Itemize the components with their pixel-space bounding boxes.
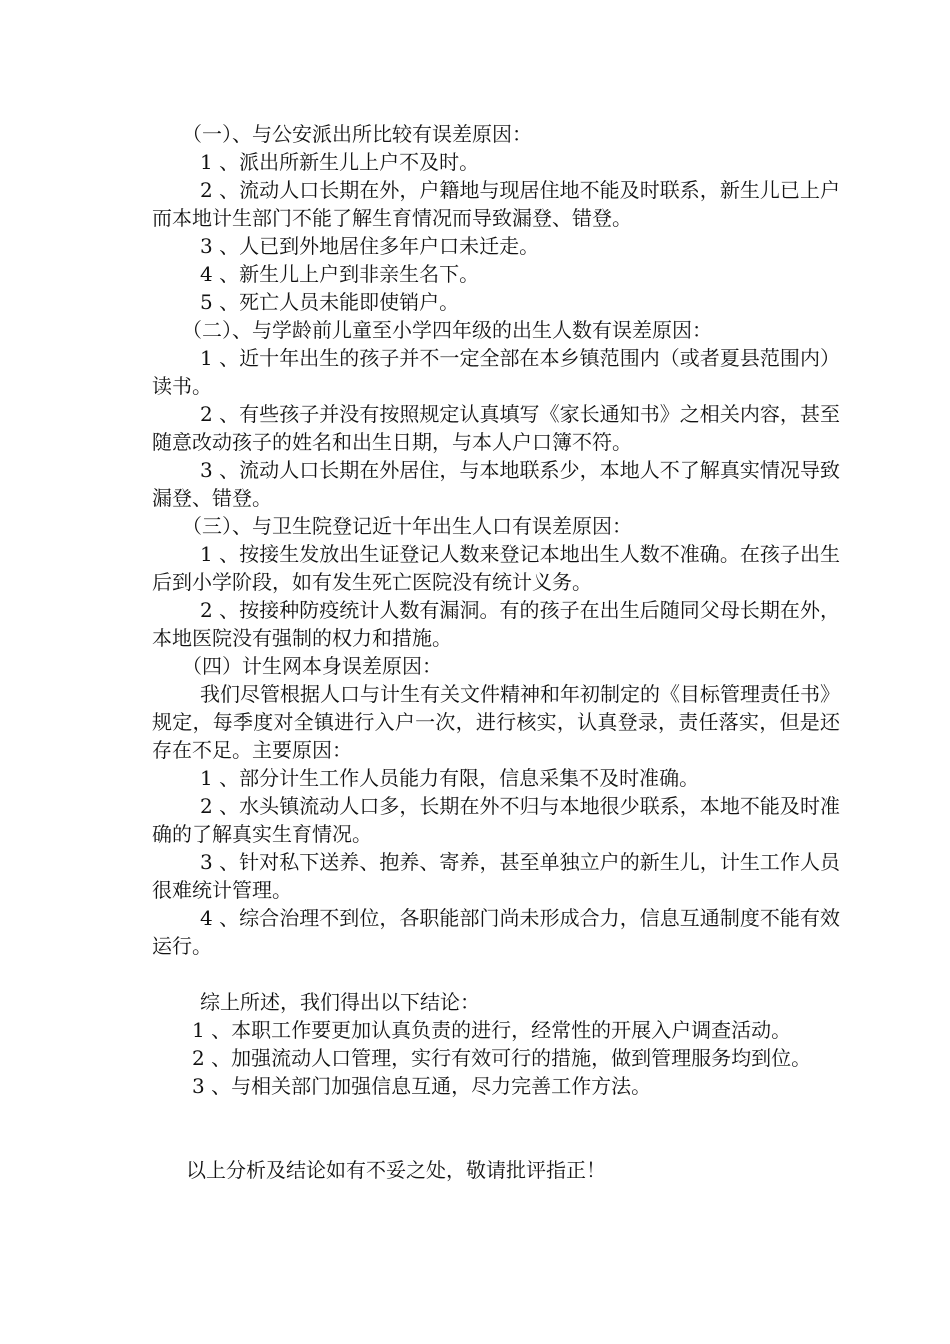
list-item: 3 、人已到外地居住多年户口未迁走。 [200, 234, 540, 258]
list-item: 1 、部分计生工作人员能力有限，信息采集不及时准确。 [200, 766, 700, 790]
section-heading-3: （三）、与卫生院登记近十年出生人口有误差原因： [182, 514, 632, 538]
closing-remark: 以上分析及结论如有不妥之处，敬请批评指正！ [186, 1158, 606, 1182]
list-item: 2 、有些孩子并没有按照规定认真填写《家长通知书》之相关内容，甚至随意改动孩子的姓名和出生日期，与本人户口簿不符。 [152, 402, 840, 454]
list-item: 4 、综合治理不到位，各职能部门尚未形成合力，信息互通制度不能有效运行。 [152, 906, 840, 958]
list-item: 1 、按接生发放出生证登记人数来登记本地出生人数不准确。在孩子出生后到小学阶段，如有发生死亡医院没有统计义务。 [152, 542, 840, 594]
conclusion-item: 3 、与相关部门加强信息互通，尽力完善工作方法。 [192, 1074, 652, 1098]
conclusion-item: 2 、加强流动人口管理，实行有效可行的措施，做到管理服务均到位。 [192, 1046, 812, 1070]
spacer [152, 960, 840, 988]
list-item: 1 、派出所新生儿上户不及时。 [200, 150, 480, 174]
section-heading-4: （四）计生网本身误差原因： [182, 654, 442, 678]
list-item: 3 、流动人口长期在外居住，与本地联系少，本地人不了解真实情况导致漏登、错登。 [152, 458, 840, 510]
section-heading-2: （二）、与学龄前儿童至小学四年级的出生人数有误差原因： [182, 318, 712, 342]
list-item: 3 、针对私下送养、抱养、寄养，甚至单独立户的新生儿，计生工作人员很难统计管理。 [152, 850, 840, 902]
conclusion-item: 1 、本职工作要更加认真负责的进行，经常性的开展入户调查活动。 [192, 1018, 792, 1042]
list-item: 1 、近十年出生的孩子并不一定全部在本乡镇范围内（或者夏县范围内）读书。 [152, 346, 840, 398]
spacer [152, 1100, 840, 1156]
section-intro-paragraph: 我们尽管根据人口与计生有关文件精神和年初制定的《目标管理责任书》规定，每季度对全镇进行入户一次，进行核实，认真登录，责任落实，但是还存在不足。主要原因： [152, 682, 840, 762]
document-body [152, 120, 840, 1184]
list-item: 2 、流动人口长期在外，户籍地与现居住地不能及时联系，新生儿已上户而本地计生部门不能了解生育情况而导致漏登、错登。 [152, 178, 840, 230]
list-item: 5 、死亡人员未能即使销户。 [200, 290, 460, 314]
list-item: 4 、新生儿上户到非亲生名下。 [200, 262, 480, 286]
list-item: 2 、按接种防疫统计人数有漏洞。有的孩子在出生后随同父母长期在外，本地医院没有强制的权力和措施。 [152, 598, 840, 650]
conclusion-intro: 综上所述，我们得出以下结论： [200, 990, 480, 1014]
section-heading-1: （一）、与公安派出所比较有误差原因： [182, 122, 532, 146]
list-item: 2 、水头镇流动人口多，长期在外不归与本地很少联系，本地不能及时准确的了解真实生育情况。 [152, 794, 840, 846]
